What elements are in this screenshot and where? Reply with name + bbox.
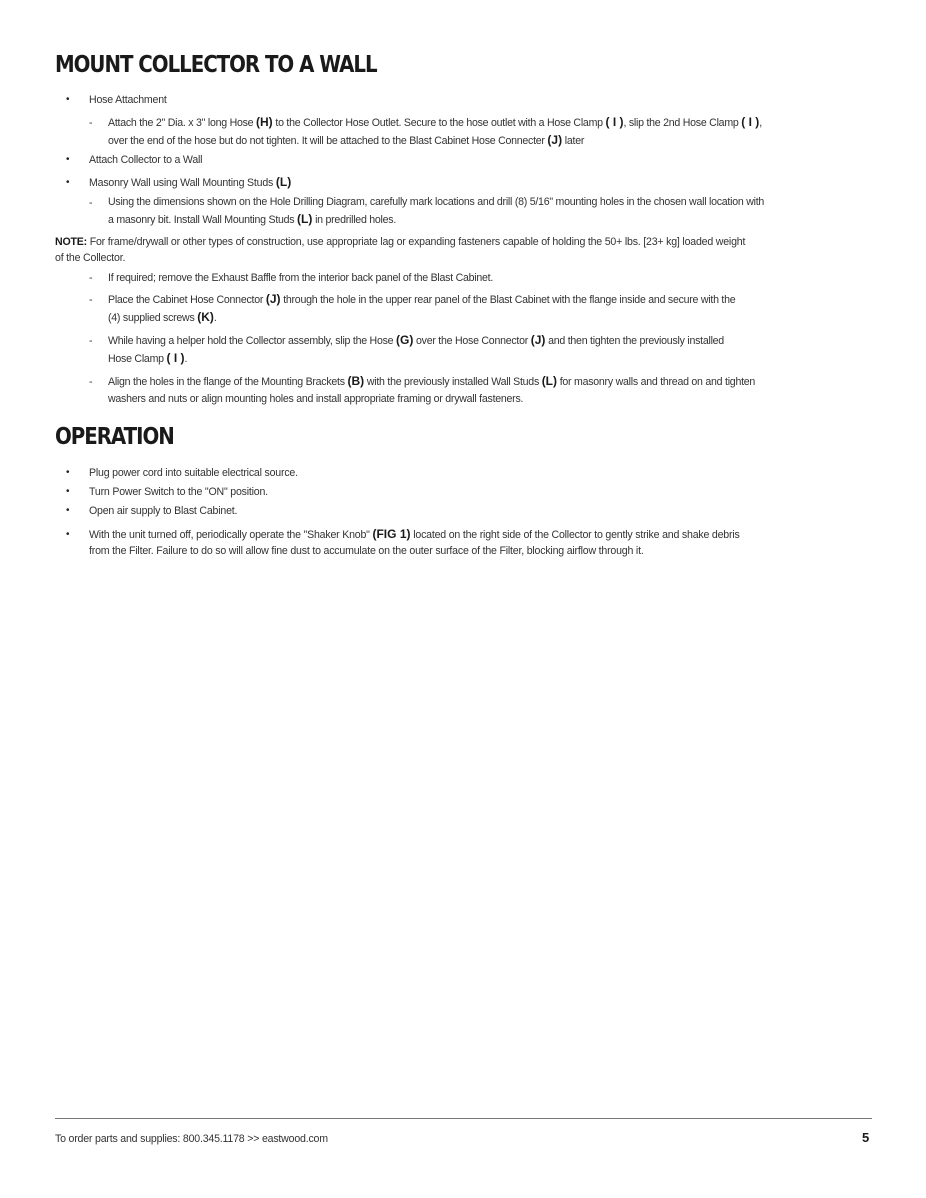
bullet-marker: • bbox=[66, 154, 70, 165]
sub-item-drill-holes: Using the dimensions shown on the Hole Drilling Diagram, carefully mark locations and drill (8) 5/16" mounting holes in the chosen wall location with a masonry bit. Install Wall Mounting Studs (L) in predrilled holes. bbox=[108, 196, 765, 226]
dash-marker: - bbox=[89, 376, 93, 388]
list-item-air-supply: Open air supply to Blast Cabinet. bbox=[89, 505, 238, 517]
footer-order-info: To order parts and supplies: 800.345.1178 >> eastwood.com bbox=[55, 1133, 328, 1145]
sub-item-slip-hose: While having a helper hold the Collector assembly, slip the Hose (G) over the Hose Connector (J) and then tighten the previously installed Hose Clamp ( I ). bbox=[108, 333, 724, 365]
sub-item-attach-hose: Attach the 2" Dia. x 3" long Hose (H) to the Collector Hose Outlet. Secure to the hose outlet with a Hose Clamp ( I ), slip the 2nd Hose Clamp ( I ), over the end of the hose but do not tighten. It will be attached to the Blast Cabinet Hose Connecter (J) later bbox=[108, 115, 762, 147]
list-item-plug-power: Plug power cord into suitable electrical source. bbox=[89, 467, 298, 479]
bullet-marker: • bbox=[66, 529, 70, 540]
sub-item-remove-baffle: If required; remove the Exhaust Baffle from the interior back panel of the Blast Cabinet. bbox=[108, 272, 494, 284]
list-item-hose-attachment: Hose Attachment bbox=[89, 94, 167, 106]
dash-marker: - bbox=[89, 117, 93, 129]
note-paragraph: NOTE: For frame/drywall or other types of construction, use appropriate lag or expanding fasteners capable of holding the 50+ lbs. [23+ kg] loaded weight of the Collector. bbox=[55, 236, 746, 264]
bullet-marker: • bbox=[66, 177, 70, 188]
bullet-marker: • bbox=[66, 505, 70, 516]
dash-marker: - bbox=[89, 335, 93, 347]
footer-divider bbox=[55, 1118, 872, 1119]
sub-item-align-brackets: Align the holes in the flange of the Mounting Brackets (B) with the previously installed Wall Studs (L) for masonry walls and thread on and tighten washers and nuts or align mounting holes and install appropriate framing or drywall fasteners. bbox=[108, 374, 756, 405]
section-title-mount: MOUNT COLLECTOR TO A WALL bbox=[55, 52, 377, 78]
dash-marker: - bbox=[89, 197, 93, 209]
list-item-attach-collector: Attach Collector to a Wall bbox=[89, 154, 203, 166]
sub-item-place-connector: Place the Cabinet Hose Connector (J) through the hole in the upper rear panel of the Blast Cabinet with the flange inside and secure with the (4) supplied screws (K). bbox=[108, 292, 736, 324]
bullet-marker: • bbox=[66, 467, 70, 478]
section-title-operation: OPERATION bbox=[55, 424, 174, 450]
bullet-marker: • bbox=[66, 486, 70, 497]
dash-marker: - bbox=[89, 272, 93, 284]
page-number: 5 bbox=[862, 1130, 870, 1145]
list-item-shaker-knob: With the unit turned off, periodically operate the "Shaker Knob" (FIG 1) located on the right side of the Collector to gently strike and shake debris from the Filter. Failure to do so will allow fine dust to accumulate on the outer surface of the Filter, blocking airflow through it. bbox=[89, 527, 740, 557]
dash-marker: - bbox=[89, 294, 93, 306]
bullet-marker: • bbox=[66, 94, 70, 105]
list-item-masonry-wall: Masonry Wall using Wall Mounting Studs (L) bbox=[89, 175, 292, 189]
list-item-power-switch: Turn Power Switch to the "ON" position. bbox=[89, 486, 268, 498]
